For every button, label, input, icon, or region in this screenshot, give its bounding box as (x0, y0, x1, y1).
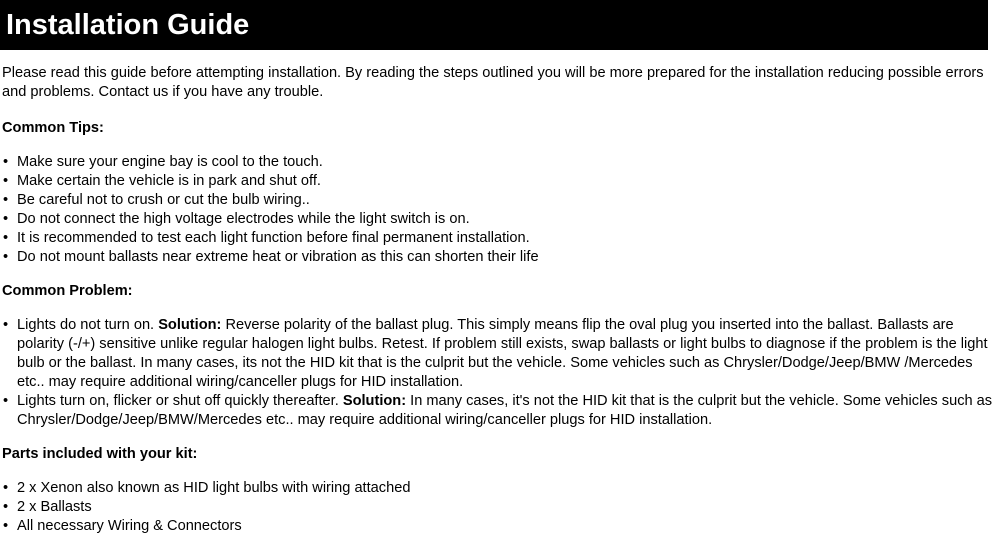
tip-item: • Make certain the vehicle is in park and shut off. (2, 172, 996, 191)
part-item: • 2 x Xenon also known as HID light bulbs with wiring attached (2, 479, 996, 498)
common-tips-heading: Common Tips: (2, 120, 104, 136)
tip-item: • Do not connect the high voltage electrodes while the light switch is on. (2, 210, 996, 229)
problem-solution: In many cases, it's not the HID kit that is the culprit but the vehicle. Some vehicles such as Chrysler/Dodge/Jeep/BMW/Mercedes etc.. may require additional wiring/canceller plugs for HID installation. (17, 393, 993, 428)
page-title: Installation Guide (6, 9, 250, 41)
common-tips-list (2, 153, 996, 267)
parts-list (2, 479, 996, 536)
parts-included-heading: Parts included with your kit: (2, 446, 198, 462)
part-item: • 2 x Ballasts (2, 498, 996, 517)
problem-issue: Lights turn on, flicker or shut off quickly thereafter. (17, 393, 339, 409)
problem-item (2, 392, 996, 430)
intro-paragraph: Please read this guide before attempting installation. By reading the steps outlined you will be more prepared for the installation reducing possible errors and problems. Contact us if you have any trouble. (2, 65, 984, 100)
title-bar (0, 0, 988, 50)
tip-item: • Make sure your engine bay is cool to the touch. (2, 153, 996, 172)
tip-item: • It is recommended to test each light function before final permanent installation. (2, 229, 996, 248)
problem-issue: Lights do not turn on. (17, 317, 155, 333)
solution-label: Solution: (342, 393, 407, 409)
common-problem-list (2, 316, 996, 430)
common-problem-heading: Common Problem: (2, 283, 133, 299)
part-item: • All necessary Wiring & Connectors (2, 517, 996, 536)
problem-solution: Reverse polarity of the ballast plug. This simply means flip the oval plug you inserted into the ballast. Ballasts are polarity (-/+) sensitive unlike regular halogen light bulbs. Retest. If problem still exists, swap ballasts or light bulbs to diagnose if the problem is the light bulb or the ballast. In many cases, its not the HID kit that is the culprit but the vehicle. Some vehicles such as Chrysler/Dodge/Jeep/BMW /Mercedes etc.. may require additional wiring/canceller plugs for HID installation. (17, 317, 988, 390)
guide-content (2, 64, 996, 536)
problem-item (2, 316, 996, 392)
tip-item: • Do not mount ballasts near extreme heat or vibration as this can shorten their life (2, 248, 996, 267)
solution-label: Solution: (158, 317, 222, 333)
tip-item: • Be careful not to crush or cut the bulb wiring.. (2, 191, 996, 210)
